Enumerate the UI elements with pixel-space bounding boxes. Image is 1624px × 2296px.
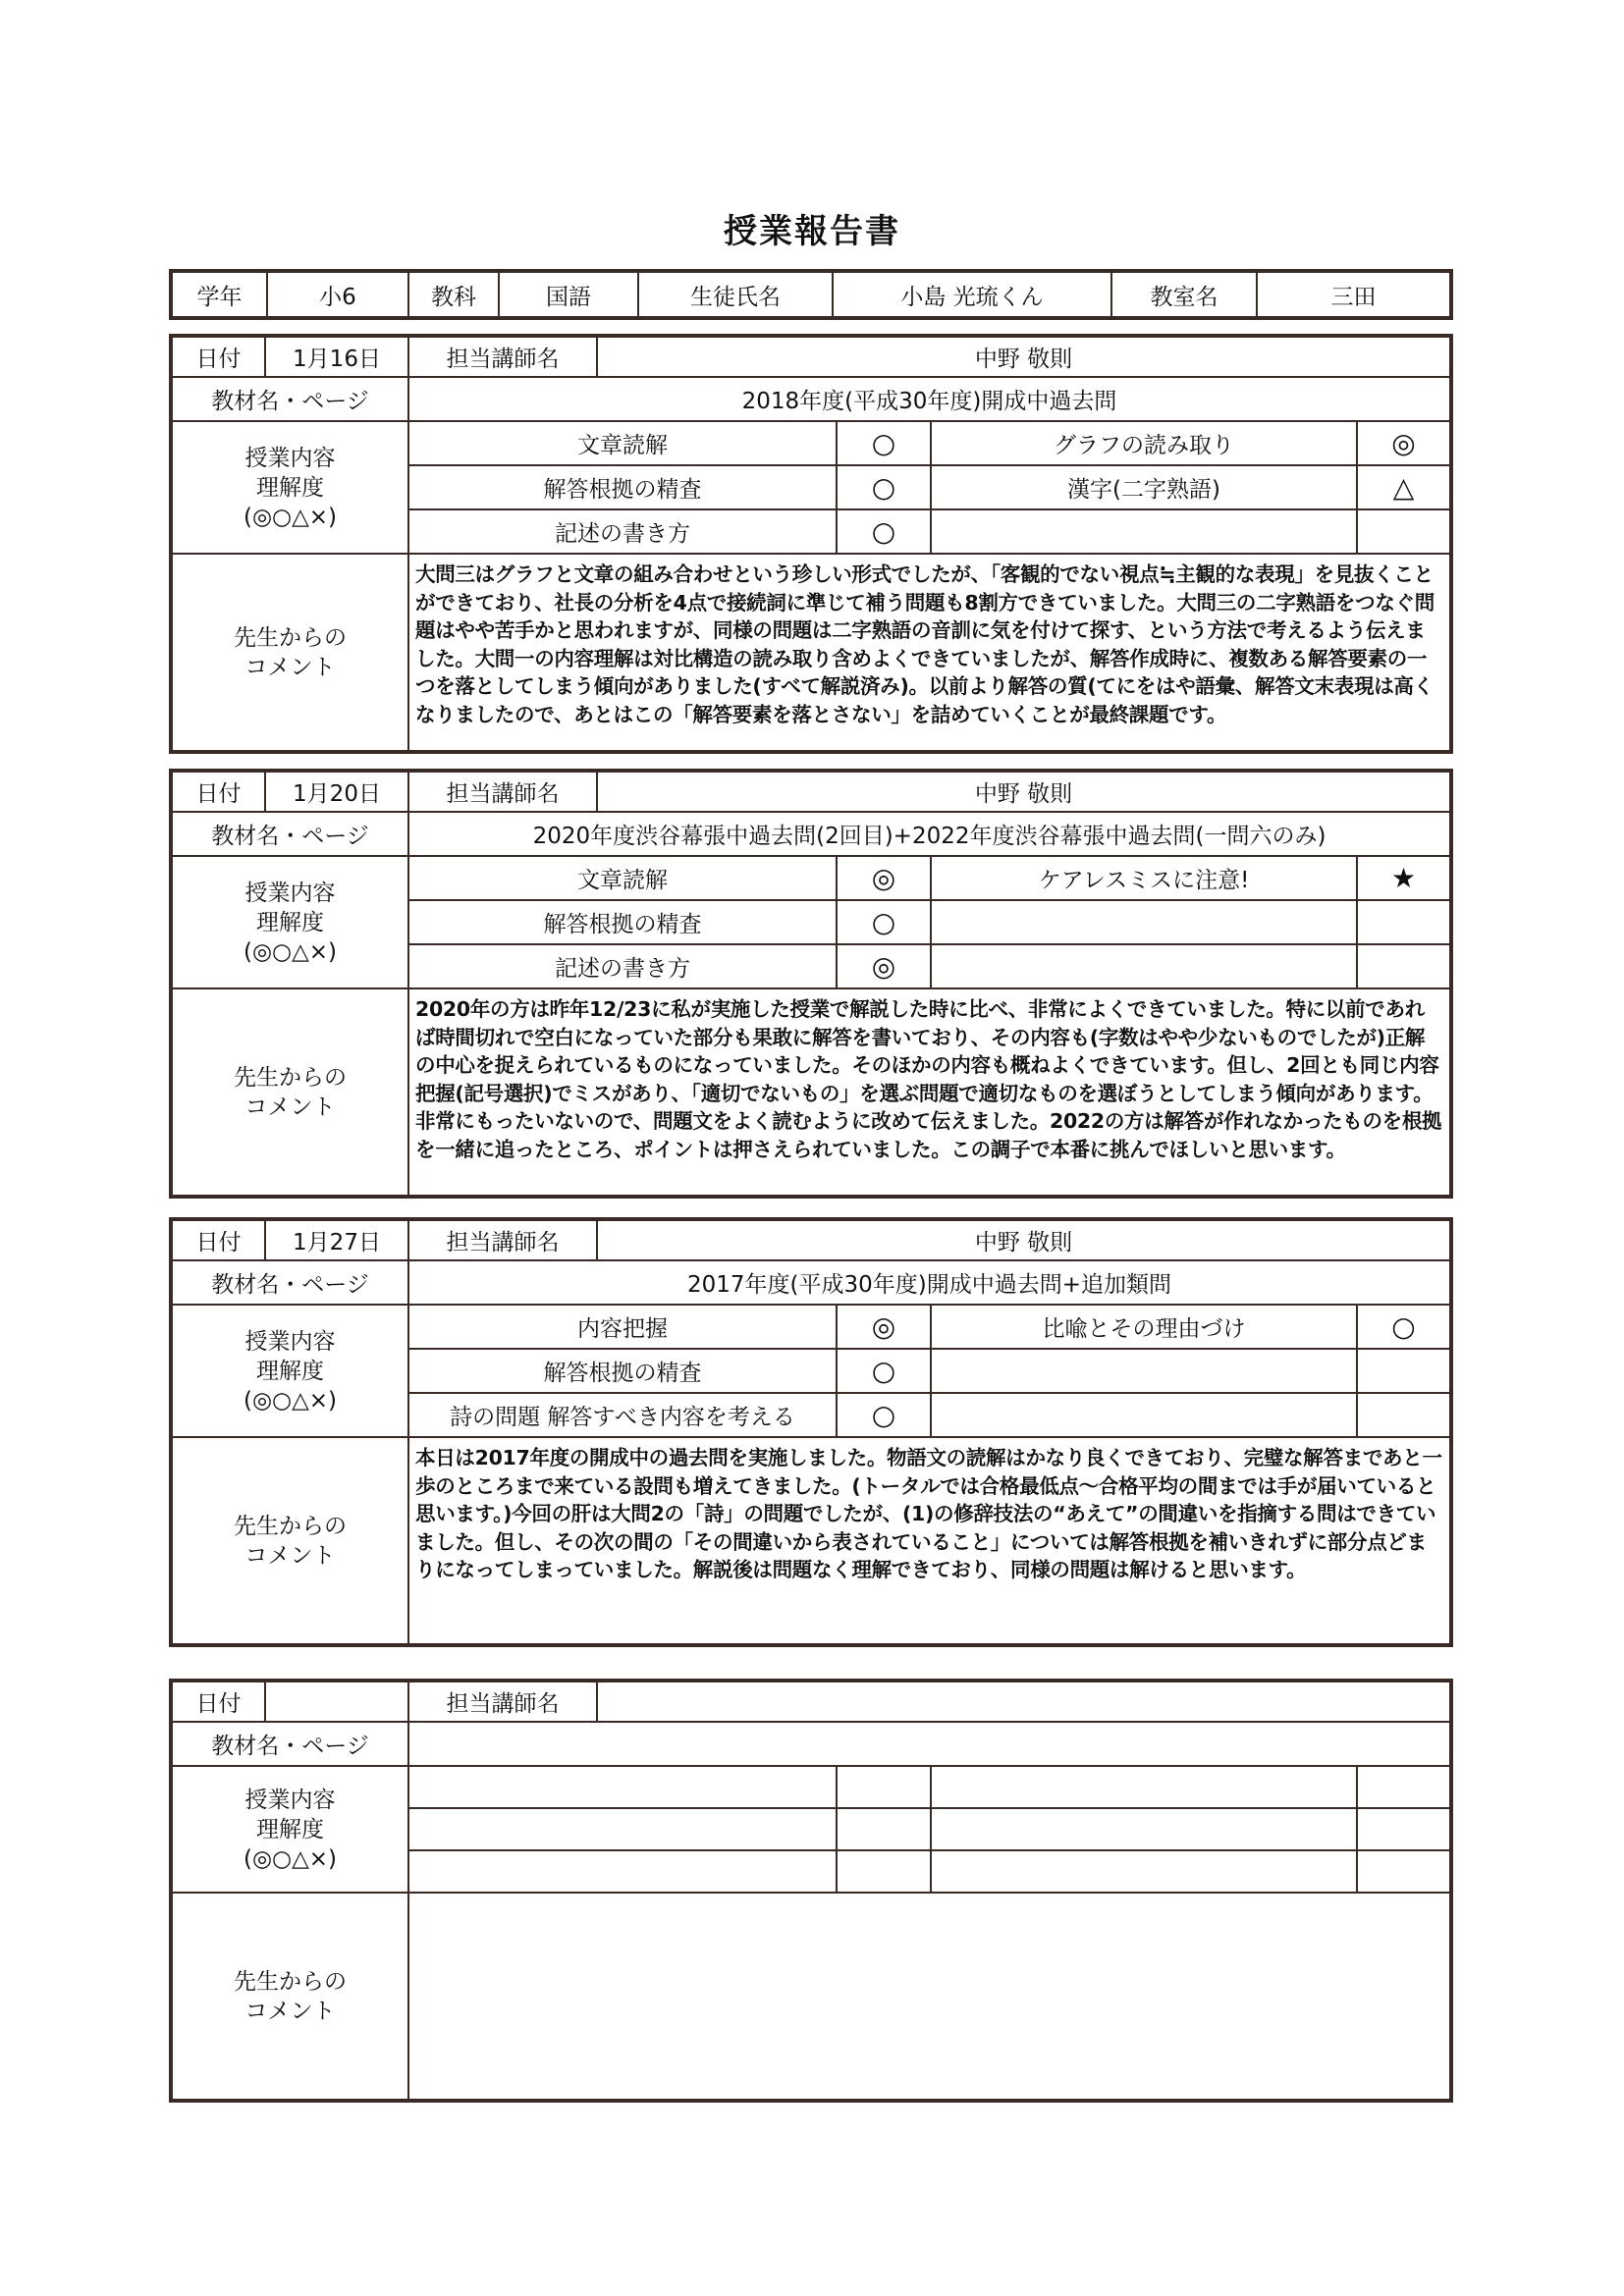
topic-6 [931,509,1357,554]
topic-1: 文章読解 [408,421,837,465]
teacher-comment: 2020年の方は昨年12/23に私が実施した授業で解説した時に比べ、非常によくできていました。特に以前であれば時間切れで空白になっていた部分も果敢に解答を書いており、その内容も(字数はやや少ないものでしたが)正解の中心を捉えられているものになっていました。そのほかの内容も概ねよくできています。但し、2回とも同じ内容把握(記号選択)でミスがあり、「適切でないもの」を選ぶ問題で適切なものを選ぼうとしてしまう傾向があります。非常にもったいないので、問題文をよく読むように改めて伝えました。2022の方は解答が作れなかったものを根拠を一緒に追ったところ、ポイントは押さえられていました。この調子で本番に挑んでほしいと思います。 [408,988,1451,1197]
understanding-label [171,1766,408,1893]
date-value: 1月16日 [265,336,408,377]
grade-mark-5: ○ [837,1393,931,1437]
topic-2: 比喩とその理由づけ [931,1305,1357,1349]
topic-5: 記述の書き方 [408,944,837,988]
report-block-1 [169,334,1453,754]
date-label: 日付 [171,1681,265,1722]
grade-mark-5: ○ [837,509,931,554]
teacher-comment: 本日は2017年度の開成中の過去問を実施しました。物語文の読解はかなり良くできており、完璧な解答まであと一歩のところまで来ている設問も増えてきました。(トータルでは合格最低点〜合格平均の間までは手が届いていると思います。)今回の肝は大問2の「詩」の問題でしたが、(1)の修辞技法の“あえて”の間違いを指摘する問はできていました。但し、その次の間の「その間違いから表されていること」については解答根拠を補いきれずに部分点どまりになってしまっていました。解説後は問題なく理解できており、同様の問題は解けると思います。 [408,1437,1451,1645]
report-block-4 [169,1679,1453,2103]
grade-mark-1: ◎ [837,1305,931,1349]
room-label: 教室名 [1111,271,1257,318]
report-block-3 [169,1217,1453,1647]
topic-5 [408,1850,837,1893]
material-label: 教材名・ページ [171,1722,408,1766]
grade-mark-4 [1357,900,1451,944]
grade-mark-6 [1357,1393,1451,1437]
material-label: 教材名・ページ [171,1260,408,1305]
understanding-label [171,421,408,554]
topic-3: 解答根拠の精査 [408,465,837,509]
comment-label [171,554,408,752]
understanding-label-line2: 理解度 [256,474,324,501]
topic-2: ケアレスミスに注意! [931,856,1357,900]
topic-4: 漢字(二字熟語) [931,465,1357,509]
grade-mark-5 [837,1850,931,1893]
material-value: 2020年度渋谷幕張中過去問(2回目)+2022年度渋谷幕張中過去問(一問六のみ) [408,812,1451,856]
grade-mark-6 [1357,944,1451,988]
topic-5: 記述の書き方 [408,509,837,554]
topic-4 [931,1808,1357,1850]
teacher-comment [408,1893,1451,2101]
student-info-table [169,269,1453,320]
understanding-label-line3: (◎○△×) [243,504,338,530]
grade-mark-3: ○ [837,465,931,509]
grade-value: 小6 [267,271,408,318]
teacher-value [597,1681,1451,1722]
topic-3: 解答根拠の精査 [408,1349,837,1393]
comment-label [171,1893,408,2101]
topic-3: 解答根拠の精査 [408,900,837,944]
comment-label-line1: 先生からの [234,1968,347,1995]
grade-mark-2: ○ [1357,1305,1451,1349]
understanding-label [171,1305,408,1437]
teacher-label: 担当講師名 [408,1681,597,1722]
topic-6 [931,944,1357,988]
teacher-label: 担当講師名 [408,1219,597,1260]
date-label: 日付 [171,1219,265,1260]
grade-mark-3 [837,1808,931,1850]
comment-label-line1: 先生からの [234,1064,347,1091]
material-value: 2018年度(平成30年度)開成中過去問 [408,377,1451,421]
teacher-label: 担当講師名 [408,771,597,812]
grade-mark-6 [1357,1850,1451,1893]
comment-label-line2: コメント [244,1542,336,1569]
comment-label [171,988,408,1197]
teacher-value: 中野 敬則 [597,1219,1451,1260]
grade-mark-1 [837,1766,931,1808]
star-mark: ★ [1357,856,1451,900]
topic-4 [931,1349,1357,1393]
page-title: 授業報告書 [724,212,900,251]
understanding-label [171,856,408,988]
grade-label: 学年 [171,271,267,318]
date-value: 1月20日 [265,771,408,812]
material-value [408,1722,1451,1766]
understanding-label-line3: (◎○△×) [243,938,338,965]
topic-1: 文章読解 [408,856,837,900]
material-label: 教材名・ページ [171,377,408,421]
grade-mark-4 [1357,1349,1451,1393]
material-label: 教材名・ページ [171,812,408,856]
understanding-label-line3: (◎○△×) [243,1387,338,1414]
room-value: 三田 [1257,271,1451,318]
student-value: 小島 光琉くん [833,271,1111,318]
grade-mark-3: ○ [837,900,931,944]
topic-5: 詩の問題 解答すべき内容を考える [408,1393,837,1437]
topic-1 [408,1766,837,1808]
topic-1: 内容把握 [408,1305,837,1349]
date-value: 1月27日 [265,1219,408,1260]
topic-2: グラフの読み取り [931,421,1357,465]
subject-value: 国語 [499,271,638,318]
grade-mark-6 [1357,509,1451,554]
date-label: 日付 [171,771,265,812]
understanding-label-line2: 理解度 [256,1358,324,1384]
grade-mark-1: ○ [837,421,931,465]
comment-label-line2: コメント [244,1094,336,1120]
material-value: 2017年度(平成30年度)開成中過去問+追加類問 [408,1260,1451,1305]
teacher-value: 中野 敬則 [597,336,1451,377]
topic-3 [408,1808,837,1850]
grade-mark-2: ◎ [1357,421,1451,465]
understanding-label-line2: 理解度 [256,909,324,935]
report-block-2 [169,769,1453,1199]
topic-4 [931,900,1357,944]
topic-6 [931,1850,1357,1893]
date-label: 日付 [171,336,265,377]
teacher-label: 担当講師名 [408,336,597,377]
grade-mark-4: △ [1357,465,1451,509]
understanding-label-line1: 授業内容 [244,1328,336,1355]
understanding-label-line1: 授業内容 [244,445,336,471]
topic-6 [931,1393,1357,1437]
grade-mark-1: ◎ [837,856,931,900]
understanding-label-line1: 授業内容 [244,1787,336,1813]
grade-mark-4 [1357,1808,1451,1850]
comment-label-line1: 先生からの [234,1513,347,1539]
comment-label-line2: コメント [244,654,336,680]
understanding-label-line2: 理解度 [256,1816,324,1842]
date-value [265,1681,408,1722]
topic-2 [931,1766,1357,1808]
comment-label-line1: 先生からの [234,624,347,651]
understanding-label-line1: 授業内容 [244,880,336,906]
teacher-comment: 大問三はグラフと文章の組み合わせという珍しい形式でしたが、「客観的でない視点≒主観的な表現」を見抜くことができており、社長の分析を4点で接続詞に準じて補う問題も8割方できていました。大問三の二字熟語をつなぐ問題はやや苦手かと思われますが、同様の問題は二字熟語の音訓に気を付けて探す、という方法で考えるよう伝えました。大問一の内容理解は対比構造の読み取り含めよくできていましたが、解答作成時に、複数ある解答要素の一つを落としてしまう傾向がありました(すべて解説済み)。以前より解答の質(てにをはや語彙、解答文末表現は高くなりましたので、あとはこの「解答要素を落とさない」を詰めていくことが最終課題です。 [408,554,1451,752]
grade-mark-5: ◎ [837,944,931,988]
comment-label-line2: コメント [244,1998,336,2024]
comment-label [171,1437,408,1645]
grade-mark-3: ○ [837,1349,931,1393]
teacher-value: 中野 敬則 [597,771,1451,812]
grade-mark-2 [1357,1766,1451,1808]
student-label: 生徒氏名 [638,271,833,318]
understanding-label-line3: (◎○△×) [243,1845,338,1872]
subject-label: 教科 [408,271,499,318]
